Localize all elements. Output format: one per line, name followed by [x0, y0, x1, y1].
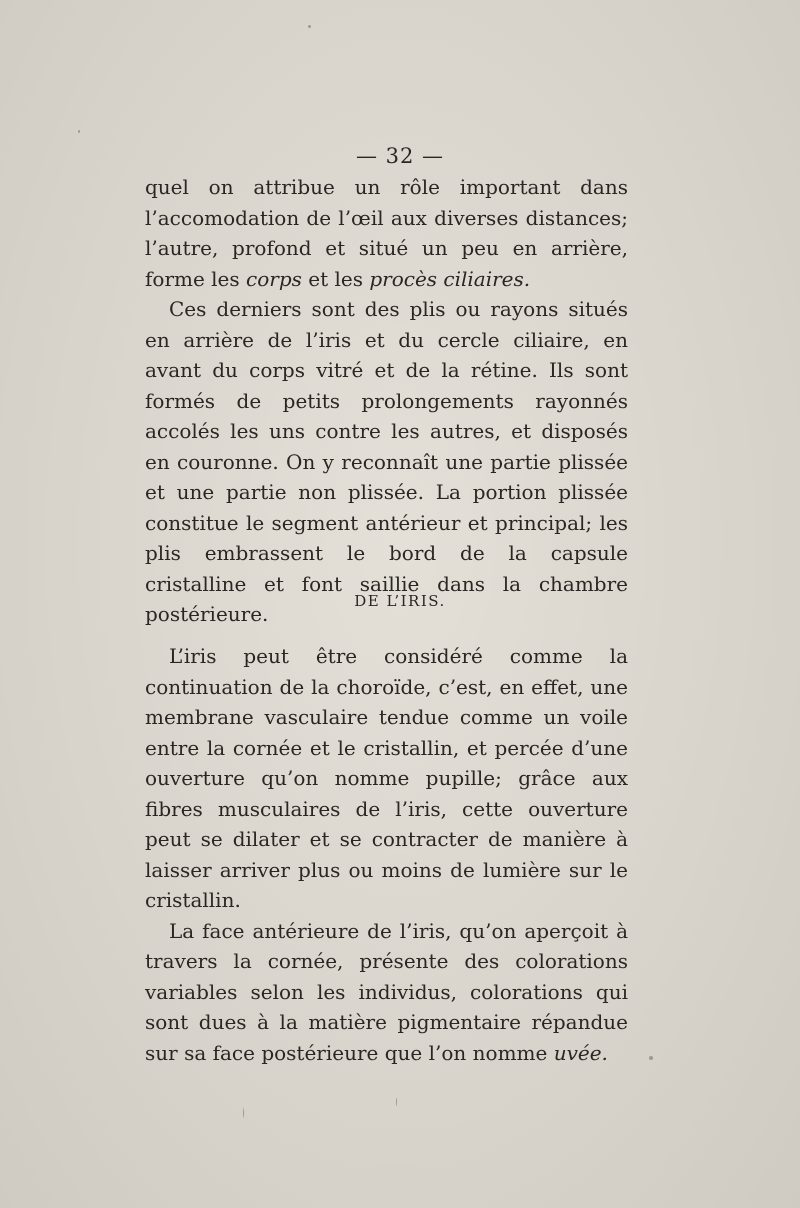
paragraph-continuation [145, 172, 628, 294]
paper-speck [396, 1098, 397, 1106]
paper-speck [243, 1108, 244, 1118]
text-block-bottom [145, 641, 628, 1068]
italic-term: corps [246, 266, 302, 291]
paragraph-iris-definition [145, 641, 628, 916]
paper-speck [649, 1056, 653, 1060]
paragraph-ciliary-processes [145, 294, 628, 630]
paragraph-text: quel on attribue un rôle important dans l’accomodation de l’œil aux diverses distances; l’autre, profond et situé un peu en arrière, forme les [145, 175, 628, 291]
paragraph-iris-anterior-face [145, 916, 628, 1069]
paper-speck [78, 130, 80, 133]
page-number: — 32 — [355, 144, 445, 168]
paper-speck [308, 25, 311, 28]
section-heading: DE L’IRIS. [354, 592, 446, 610]
paragraph-text: Ces derniers sont des plis ou rayons situés en arrière de l’iris et du cercle ciliaire, en avant du corps vitré et de la rétine. Ils sont formés de petits prolongements rayonnés accolés les uns contre les autres, et disposés en couronne. On y reconnaît une partie plissée et une partie non plissée. La portion plissée constitue le segment antérieur et principal; les plis embrassent le bord de la capsule cristalline et font saillie dans la chambre postérieure. [145, 297, 628, 626]
paragraph-text: L’iris peut être considéré comme la continuation de la choroïde, c’est, en effet, une membrane vasculaire tendue comme un voile entre la cornée et le cristallin, et percée d’une ouverture qu’on nomme pupille; grâce aux fibres musculaires de l’iris, cette ouverture peut se dilater et se contracter de manière à laisser arriver plus ou moins de lumière sur le cristallin. [145, 644, 628, 912]
italic-term: uvée. [553, 1040, 608, 1065]
paragraph-text: La face antérieure de l’iris, qu’on aperçoit à travers la cornée, présente des colorations variables selon les individus, colorations qui sont dues à la matière pigmentaire répandue sur sa face postérieure que l’on nomme [145, 918, 628, 1065]
paragraph-text: et les [301, 266, 370, 291]
italic-term: procès ciliaires. [369, 266, 531, 291]
text-block-top [145, 172, 628, 630]
